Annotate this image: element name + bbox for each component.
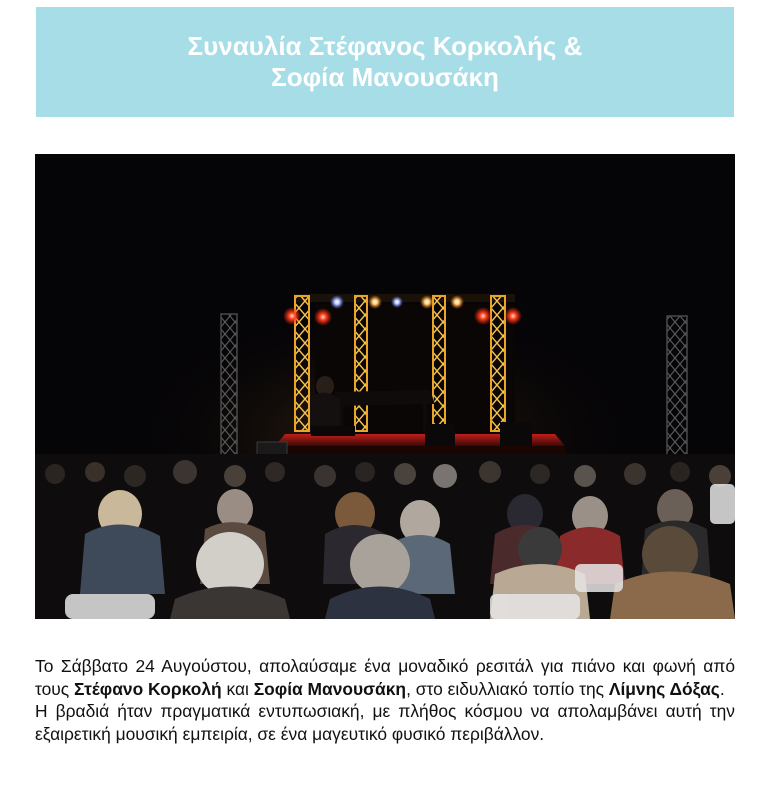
artist-name-manousaki: Σοφία Μανουσάκη [253, 678, 407, 699]
article-body [35, 655, 735, 745]
title-banner [36, 7, 734, 117]
concert-photo-illustration [35, 154, 735, 619]
page-title [188, 31, 583, 93]
artist-name-korkolis: Στέφανο Κορκολή [74, 678, 222, 699]
venue-name: Λίμνης Δόξας [608, 678, 720, 699]
paragraph-1 [35, 655, 735, 700]
title-line-1: Συναυλία Στέφανος Κορκολής & [187, 31, 583, 61]
p1-text-e: , στο ειδυλλιακό τοπίο της [406, 678, 609, 699]
paragraph-2: Η βραδιά ήταν πραγματικά εντυπωσιακή, με πλήθος κόσμου να απολαμβάνει αυτή την εξαιρετική μουσική εμπειρία, σε ένα μαγευτικό φυσικό περιβάλλον. [35, 701, 735, 744]
p1-text-a: Το Σάββατο 24 Αυγούστου, απολαύσαμε ένα μοναδικό ρεσιτάλ για πιάνο και φωνή από τους [35, 656, 735, 699]
p1-text-g: . [719, 678, 725, 699]
concert-photo [35, 154, 735, 619]
title-line-2: Σοφία Μανουσάκη [271, 62, 499, 92]
p1-text-c: και [221, 678, 254, 699]
